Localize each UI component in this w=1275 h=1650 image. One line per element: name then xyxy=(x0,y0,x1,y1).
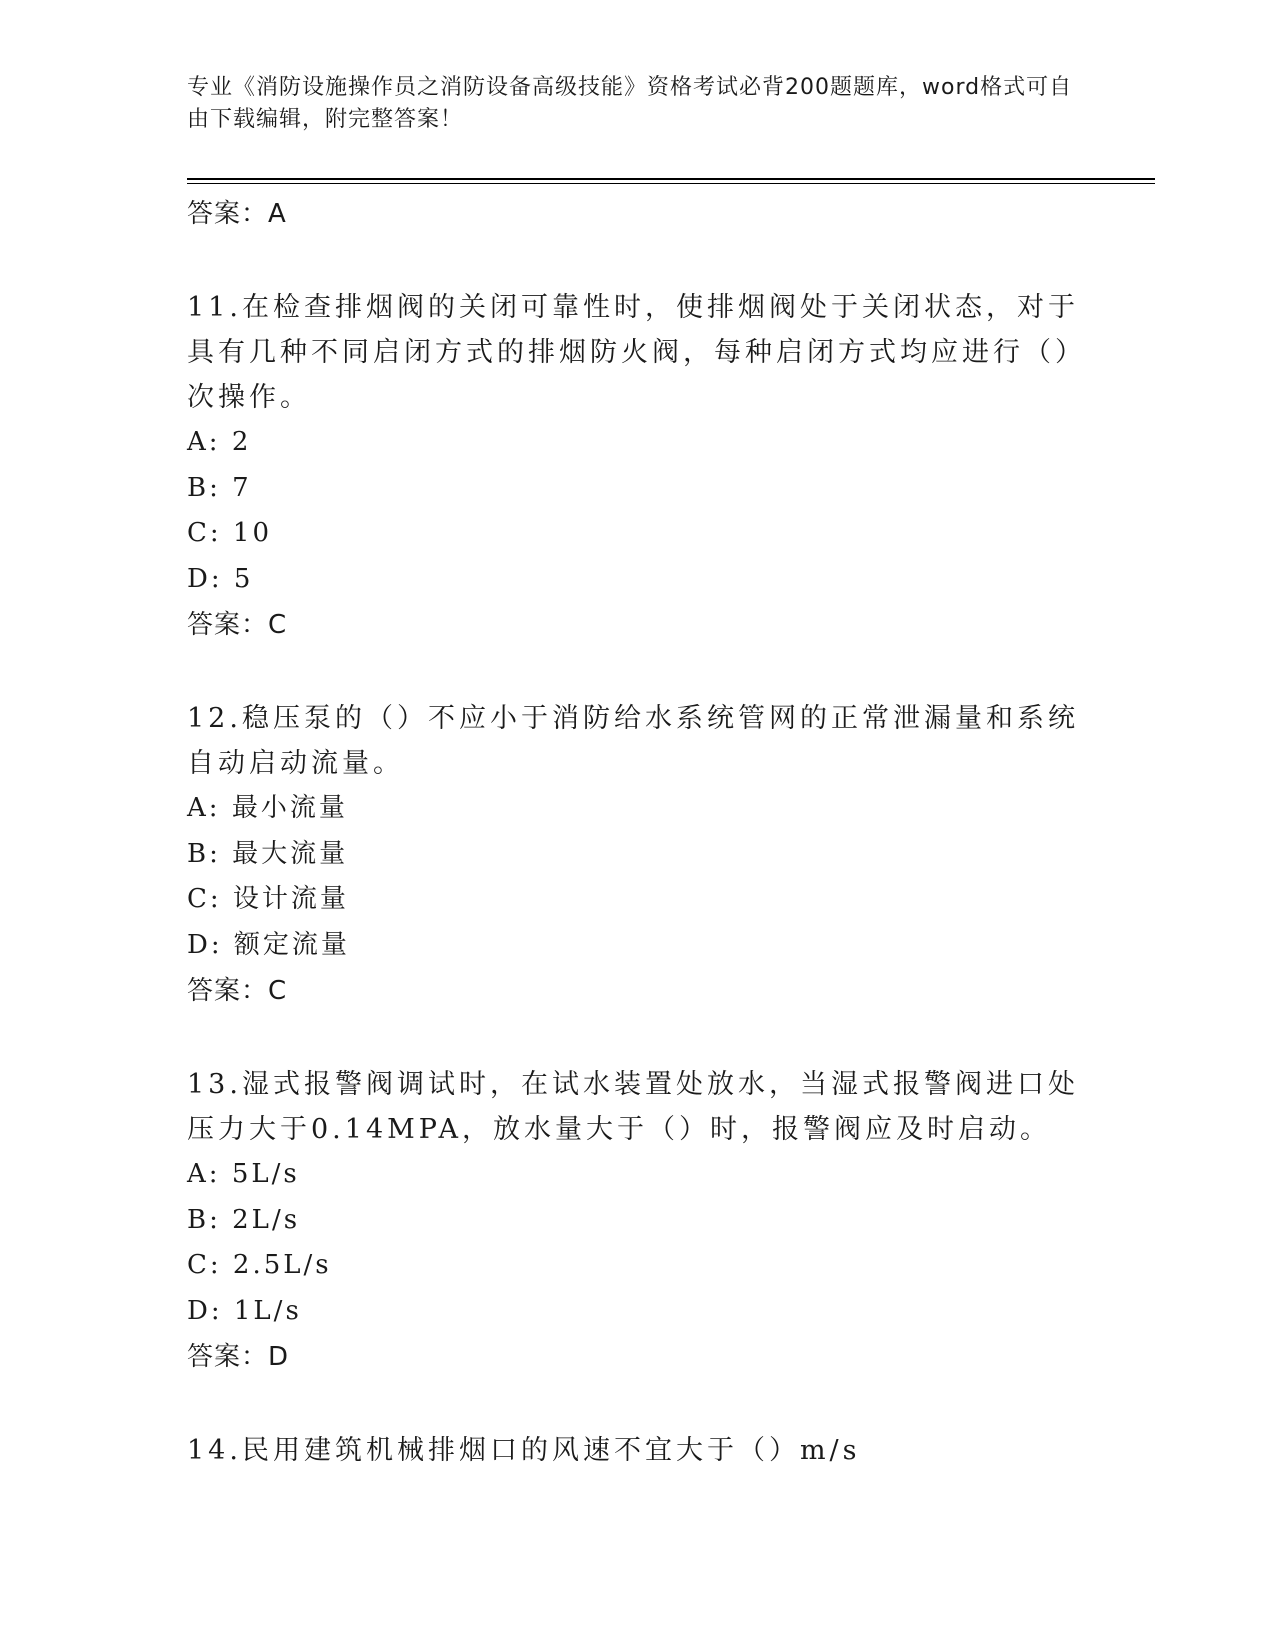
option-letter: D: xyxy=(187,1295,223,1326)
question-list xyxy=(187,191,1087,1473)
option-value: 最大流量 xyxy=(232,838,349,869)
question-text: 11.在检查排烟阀的关闭可靠性时，使排烟阀处于关闭状态，对于具有几种不同启闭方式的排烟防火阀，每种启闭方式均应进行（）次操作。 xyxy=(187,292,1086,413)
option-d xyxy=(187,923,1087,969)
option-d xyxy=(187,557,1087,603)
option-value: 2 xyxy=(231,427,252,457)
option-letter: B: xyxy=(187,838,221,869)
answer-line: 答案：A xyxy=(187,199,287,229)
option-letter: C: xyxy=(187,518,222,548)
option-b xyxy=(187,832,1087,878)
document-header: 专业《消防设施操作员之消防设备高级技能》资格考试必背200题题库，word格式可自由下载编辑，附完整答案！ xyxy=(187,75,1073,132)
answer-line: 答案：C xyxy=(187,976,288,1006)
question-block xyxy=(187,285,1087,648)
option-a xyxy=(187,420,1087,466)
option-letter: A: xyxy=(187,427,221,457)
option-b xyxy=(187,466,1087,512)
option-value: 最小流量 xyxy=(231,793,348,823)
option-value: 2.5L/s xyxy=(232,1250,332,1280)
option-c xyxy=(187,1243,1087,1289)
answer-line: 答案：D xyxy=(187,1342,290,1372)
question-text: 14.民用建筑机械排烟口的风速不宜大于（）m/s xyxy=(187,1435,861,1466)
option-value: 额定流量 xyxy=(233,929,350,960)
option-letter: C: xyxy=(187,884,222,914)
option-letter: D: xyxy=(187,563,223,594)
option-value: 5L/s xyxy=(231,1159,300,1189)
option-a xyxy=(187,1152,1087,1198)
option-a xyxy=(187,786,1087,832)
option-letter: D: xyxy=(187,929,223,960)
option-value: 2L/s xyxy=(232,1204,301,1235)
option-letter: A: xyxy=(187,793,221,823)
option-value: 10 xyxy=(232,518,273,548)
option-b xyxy=(187,1198,1087,1244)
option-c xyxy=(187,877,1087,923)
option-letter: A: xyxy=(187,1159,221,1189)
header-divider xyxy=(187,178,1155,180)
question-block xyxy=(187,696,1087,1014)
header-divider-thin xyxy=(187,183,1155,184)
question-text: 13.湿式报警阀调试时，在试水装置处放水，当湿式报警阀进口处压力大于0.14MPA，放水量大于（）时，报警阀应及时启动。 xyxy=(187,1069,1079,1145)
question-block xyxy=(187,1428,1087,1473)
option-value: 5 xyxy=(233,563,254,594)
option-c xyxy=(187,511,1087,557)
option-value: 设计流量 xyxy=(232,884,349,914)
option-letter: C: xyxy=(187,1250,222,1280)
answer-line: 答案：C xyxy=(187,610,288,640)
option-value: 7 xyxy=(232,472,252,503)
option-letter: B: xyxy=(187,472,221,503)
option-value: 1L/s xyxy=(233,1295,302,1326)
question-text: 12.稳压泵的（）不应小于消防给水系统管网的正常泄漏量和系统自动启动流量。 xyxy=(187,703,1079,779)
option-letter: B: xyxy=(187,1204,221,1235)
question-block xyxy=(187,1062,1087,1380)
option-d xyxy=(187,1289,1087,1335)
